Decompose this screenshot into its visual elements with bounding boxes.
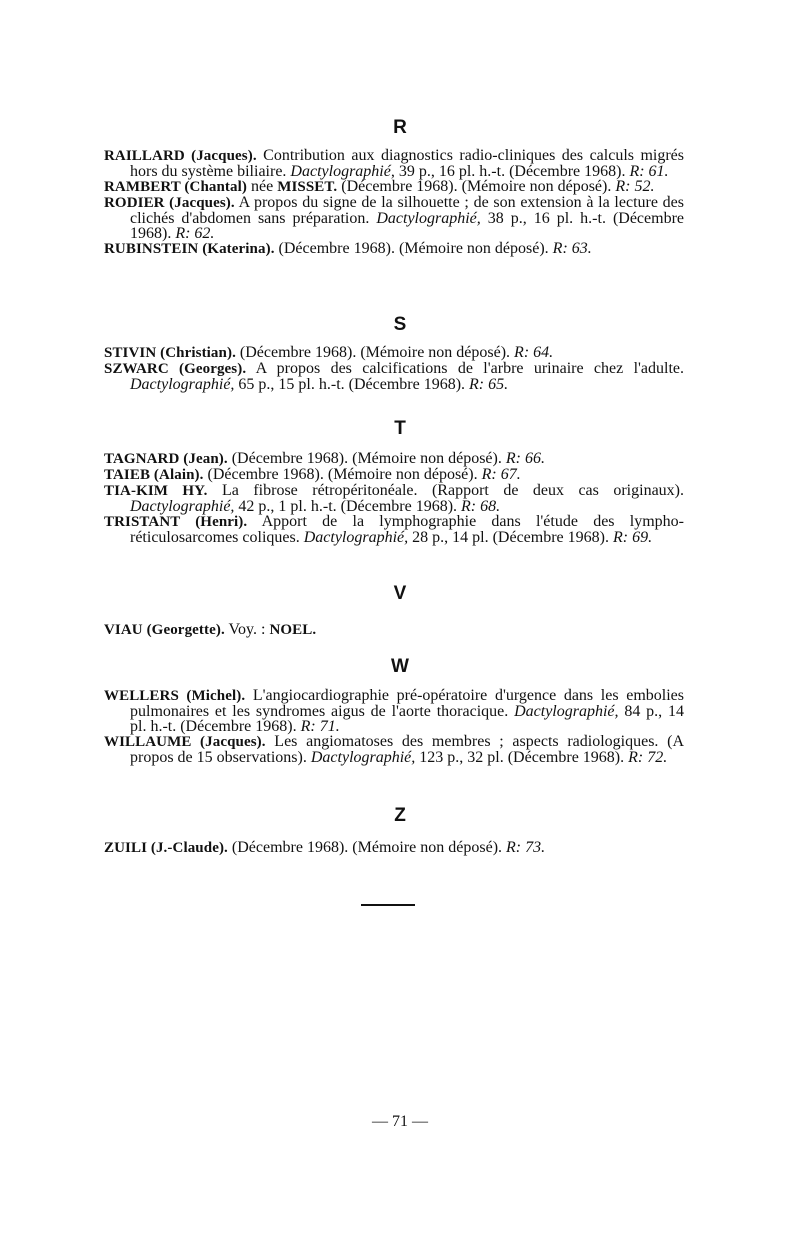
entry-wellers — [104, 688, 684, 734]
entry-reference: R: 68. — [461, 498, 501, 515]
author-name: RODIER (Jacques). — [104, 195, 235, 211]
entry-details: 38 p., 16 pl. h.-t. (Décembre 1968). — [130, 210, 685, 242]
page-number: — 71 — — [372, 1113, 428, 1130]
entry-details: 42 p., 1 pl. h.-t. (Décembre 1968). — [234, 498, 462, 515]
entry-details: 39 p., 16 pl. h.-t. (Décembre 1968). — [394, 163, 630, 180]
author-maiden-name: MISSET. — [277, 179, 338, 195]
entry-taieb — [104, 467, 684, 483]
entry-text: (Décembre 1968). (Mémoire non déposé). — [227, 839, 507, 856]
entry-raillard — [104, 148, 684, 179]
entry-text: L'angiocardiographie pré-opératoire d'urgence dans les embolies pulmonaires et les syndromes aigus de l'aorte thoracique. — [130, 687, 684, 720]
entry-willaume — [104, 734, 684, 765]
section-s-entries — [104, 345, 684, 392]
entry-format: Dactylographié, — [514, 703, 619, 720]
entry-reference: R: 62. — [175, 225, 215, 242]
entry-reference: R: 64. — [514, 344, 554, 361]
section-r-entries — [104, 148, 684, 257]
author-name: WELLERS (Michel). — [104, 688, 246, 704]
entry-details: 65 p., 15 pl. h.-t. (Décembre 1968). — [234, 376, 470, 393]
entry-format: Dactylographié, — [303, 529, 409, 546]
entry-reference: R: 52. — [615, 178, 655, 195]
entry-reference: R: 66. — [505, 450, 545, 467]
author-name: WILLAUME (Jacques). — [104, 734, 266, 750]
entry-reference: R: 72. — [628, 749, 668, 766]
author-name: TAIEB (Alain). — [104, 467, 204, 483]
entry-reference: R: 73. — [506, 839, 546, 856]
entry-text: A propos du signe de la silhouette ; de son extension à la lecture des clichés d'abdomen sans préparation. — [130, 194, 684, 227]
entry-tagnard — [104, 451, 684, 467]
cross-reference-name: NOEL. — [269, 622, 317, 638]
section-letter-w: W — [391, 656, 409, 677]
entry-rambert — [104, 179, 684, 195]
entry-szwarc — [104, 361, 684, 392]
author-name: TIA-KIM HY. — [104, 483, 208, 499]
entry-rubinstein — [104, 241, 684, 257]
section-letter-r: R — [393, 117, 407, 138]
entry-stivin — [104, 345, 684, 361]
entry-details: (Décembre 1968). (Mémoire non déposé). — [337, 178, 616, 195]
author-name: SZWARC (Georges). — [104, 361, 247, 377]
author-name: RAILLARD (Jacques). — [104, 148, 257, 164]
entry-text: Contribution aux diagnostics radio-cliniques des calculs migrés hors du système biliaire. — [130, 147, 685, 180]
entry-format: Dactylographié, — [130, 376, 235, 393]
section-v-entries — [104, 622, 684, 638]
entry-text: (Décembre 1968). (Mémoire non déposé). — [227, 450, 506, 467]
entry-text: Voy. : — [224, 621, 270, 638]
section-z-entries — [104, 840, 684, 856]
entry-format: Dactylographié, — [130, 498, 235, 515]
entry-details: 123 p., 32 pl. (Décembre 1968). — [415, 749, 629, 766]
entry-reference: R: 61. — [629, 163, 669, 180]
author-name: TAGNARD (Jean). — [104, 451, 228, 467]
entry-zuili — [104, 840, 684, 856]
entry-reference: R: 71. — [300, 718, 340, 735]
entry-format: Dactylographié, — [290, 163, 395, 180]
entry-text: (Décembre 1968). (Mémoire non déposé). — [235, 344, 515, 361]
entry-text: Apport de la lymphographie dans l'étude des lympho-réticulosarcomes coliques. — [130, 513, 684, 546]
author-name: RAMBERT (Chantal) — [104, 179, 247, 195]
author-name: TRISTANT (Henri). — [104, 514, 248, 530]
entry-reference: R: 67. — [481, 466, 521, 483]
section-letter-t: T — [394, 418, 406, 439]
entry-viau — [104, 622, 684, 638]
entry-text: Les angiomatoses des membres ; aspects radiologiques. (A propos de 15 observations). — [130, 733, 685, 766]
author-name: ZUILI (J.-Claude). — [104, 840, 228, 856]
entry-tristant — [104, 514, 684, 545]
entry-format: Dactylographié, — [376, 210, 481, 227]
entry-text: A propos des calcifications de l'arbre urinaire chez l'adulte. — [246, 360, 684, 377]
section-letter-s: S — [393, 314, 407, 335]
entry-tia-kim-hy — [104, 483, 684, 514]
entry-reference: R: 63. — [552, 240, 592, 257]
author-name: RUBINSTEIN (Katerina). — [104, 241, 275, 257]
entry-rodier — [104, 195, 684, 241]
section-w-entries — [104, 688, 684, 765]
entry-details: 84 p., 14 pl. h.-t. (Décembre 1968). — [130, 703, 685, 735]
entry-format: Dactylographié, — [310, 749, 416, 766]
entry-reference: R: 69. — [612, 529, 653, 546]
entry-reference: R: 65. — [469, 376, 509, 393]
entry-text: (Décembre 1968). (Mémoire non déposé). — [274, 240, 553, 257]
section-divider-rule — [361, 904, 415, 906]
entry-text: née — [247, 178, 278, 195]
author-name: VIAU (Georgette). — [104, 622, 225, 638]
author-name: STIVIN (Christian). — [104, 345, 236, 361]
entry-details: 28 p., 14 pl. (Décembre 1968). — [408, 529, 613, 546]
section-letter-v: V — [393, 583, 407, 604]
section-t-entries — [104, 451, 684, 545]
entry-text: (Décembre 1968). (Mémoire non déposé). — [203, 466, 482, 483]
entry-text: La fibrose rétropéritonéale. (Rapport de deux cas originaux). — [207, 482, 685, 499]
section-letter-z: Z — [394, 805, 406, 826]
